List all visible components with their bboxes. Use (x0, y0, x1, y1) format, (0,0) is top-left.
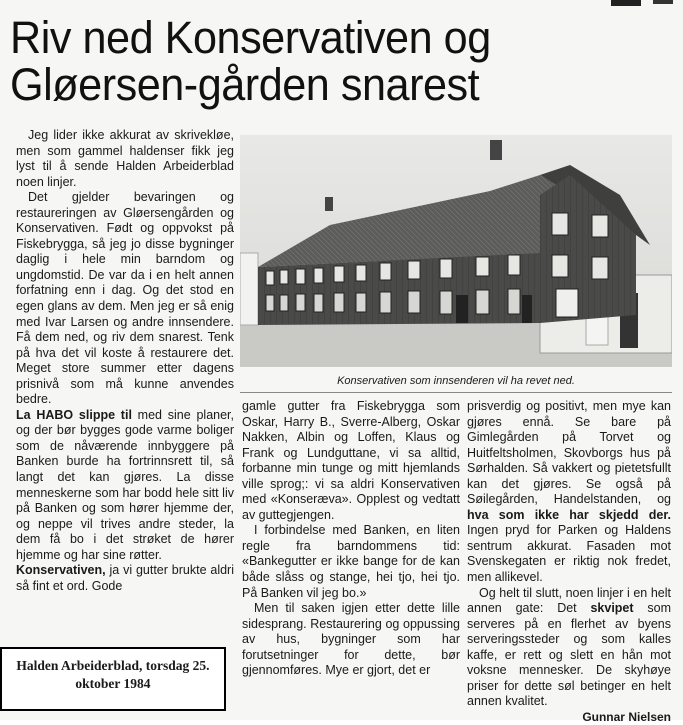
credit-line: Halden Arbeiderblad, torsdag 25. (16, 658, 210, 673)
paragraph-text: prisverdig og positivt, men mye kan gjøres ennå. Se bare på Gimlegården på Torvet og Huitfeltsholmen, Skovborgs hus på Sørhalden. Så vakkert og pietetsfullt kan det gjøres. Se også på Søilegården, Handelstanden, og (467, 399, 671, 507)
paragraph-text: som serveres på en flerhet av byens serveringssteder og som kalles kaffe, er rett og slett en hån mot voksne mennesker. De skyhøye priser for dette søl betinger en helt annen kvalitet. (467, 601, 671, 709)
old-wooden-building-photo (240, 135, 672, 367)
paragraph (16, 408, 234, 563)
bold-phrase: hva som ikke har skjedd der. (467, 507, 671, 522)
paragraph: gamle gutter fra Fiskebrygga som Oskar, Harry B., Sverre-Alberg, Oskar Nakken, Albin og Loffen, Klaus og Frank og Lundguttane, vi sa alltid, forbanne min tunge og mitt hjemlands ville sprog;: vi sa aldri Konservativen med «Konseræva». Opplest og vedtatt av guttegjengen. (242, 399, 460, 522)
paragraph (467, 399, 671, 586)
paragraph: Jeg lider ikke akkurat av skrivekløe, men som gammel haldenser fikk jeg lyst til å sende Halden Arbeiderblad noen linjer. (16, 128, 234, 189)
top-edge-mark (611, 0, 641, 6)
paragraph: Det gjelder bevaringen og restaureringen av Gløersengården og Konservativen. Født og oppvokst på Fiskebrygga, så jeg jo disse bygninger daglig i hele min barndom og ungdomstid. De var da i en helt annen forfatning enn i dag. Og det stod en egen glans av dem. Men jeg er så enig med Ivar Larsen og andre innsendere. Få dem ned, og riv dem snarest. Tenk på hva det vil koste å restaurere det. Meget store summer etter dagens prisnivå som må kunne anvendes bedre. (16, 190, 234, 407)
paragraph (16, 563, 234, 594)
headline: Riv ned Konservativen og Gløersen-gården snarest (10, 12, 491, 110)
paragraph-text: med sine planer, og der bør bygges gode varme boliger som de nåværende innbyggere på Banken burde ha fortrinnsrett til, så langt det kan gjøres. La disse menneskerne som har bodd hele sitt liv på Banken og som hører hjemme der, og neppe vil trives andre steder, la dem få bo i det strøket de hører hjemme og har sine røtter. (16, 407, 234, 562)
paragraph-text: Ingen pryd for Parken og Haldens sentrum akkurat. Fasaden mot Svenskegaten er riktig nok fredet, men allikevel. (467, 523, 671, 585)
credit-line: oktober 1984 (75, 676, 151, 691)
paragraph (467, 586, 671, 710)
paragraph: I forbindelse med Banken, en liten regle fra barndommens tid: «Bankegutter er ikke bange for de kan både slåss og stange, hei tjo, hei tjo. På Banken vil jeg bo.» (242, 523, 460, 600)
bold-phrase: skvipet (590, 601, 634, 616)
building-photo (240, 135, 672, 367)
top-edge-mark (653, 0, 673, 4)
bold-lead: Konservativen, (16, 563, 106, 578)
column-2 (242, 399, 460, 679)
paragraph-text: Og helt til slutt, noen linjer i en helt annen gate: Det (467, 585, 671, 616)
source-credit-box (0, 647, 226, 711)
caption-divider (240, 392, 672, 393)
author-signature: Gunnar Nielsen (582, 709, 671, 724)
paragraph-text: ja vi gutter brukte aldri så fint et ord. Gode (16, 563, 234, 593)
column-1 (16, 128, 234, 594)
column-3 (467, 399, 671, 725)
photo-caption: Konservativen som innsenderen vil ha revet ned. (337, 375, 575, 387)
bold-lead: La HABO slippe til (16, 407, 132, 422)
paragraph: Men til saken igjen etter dette lille sidesprang. Restaurering og oppussing av hus, bygninger som har forutsetninger for dette, bør gjennomføres. Mye er gjort, det er (242, 601, 460, 678)
